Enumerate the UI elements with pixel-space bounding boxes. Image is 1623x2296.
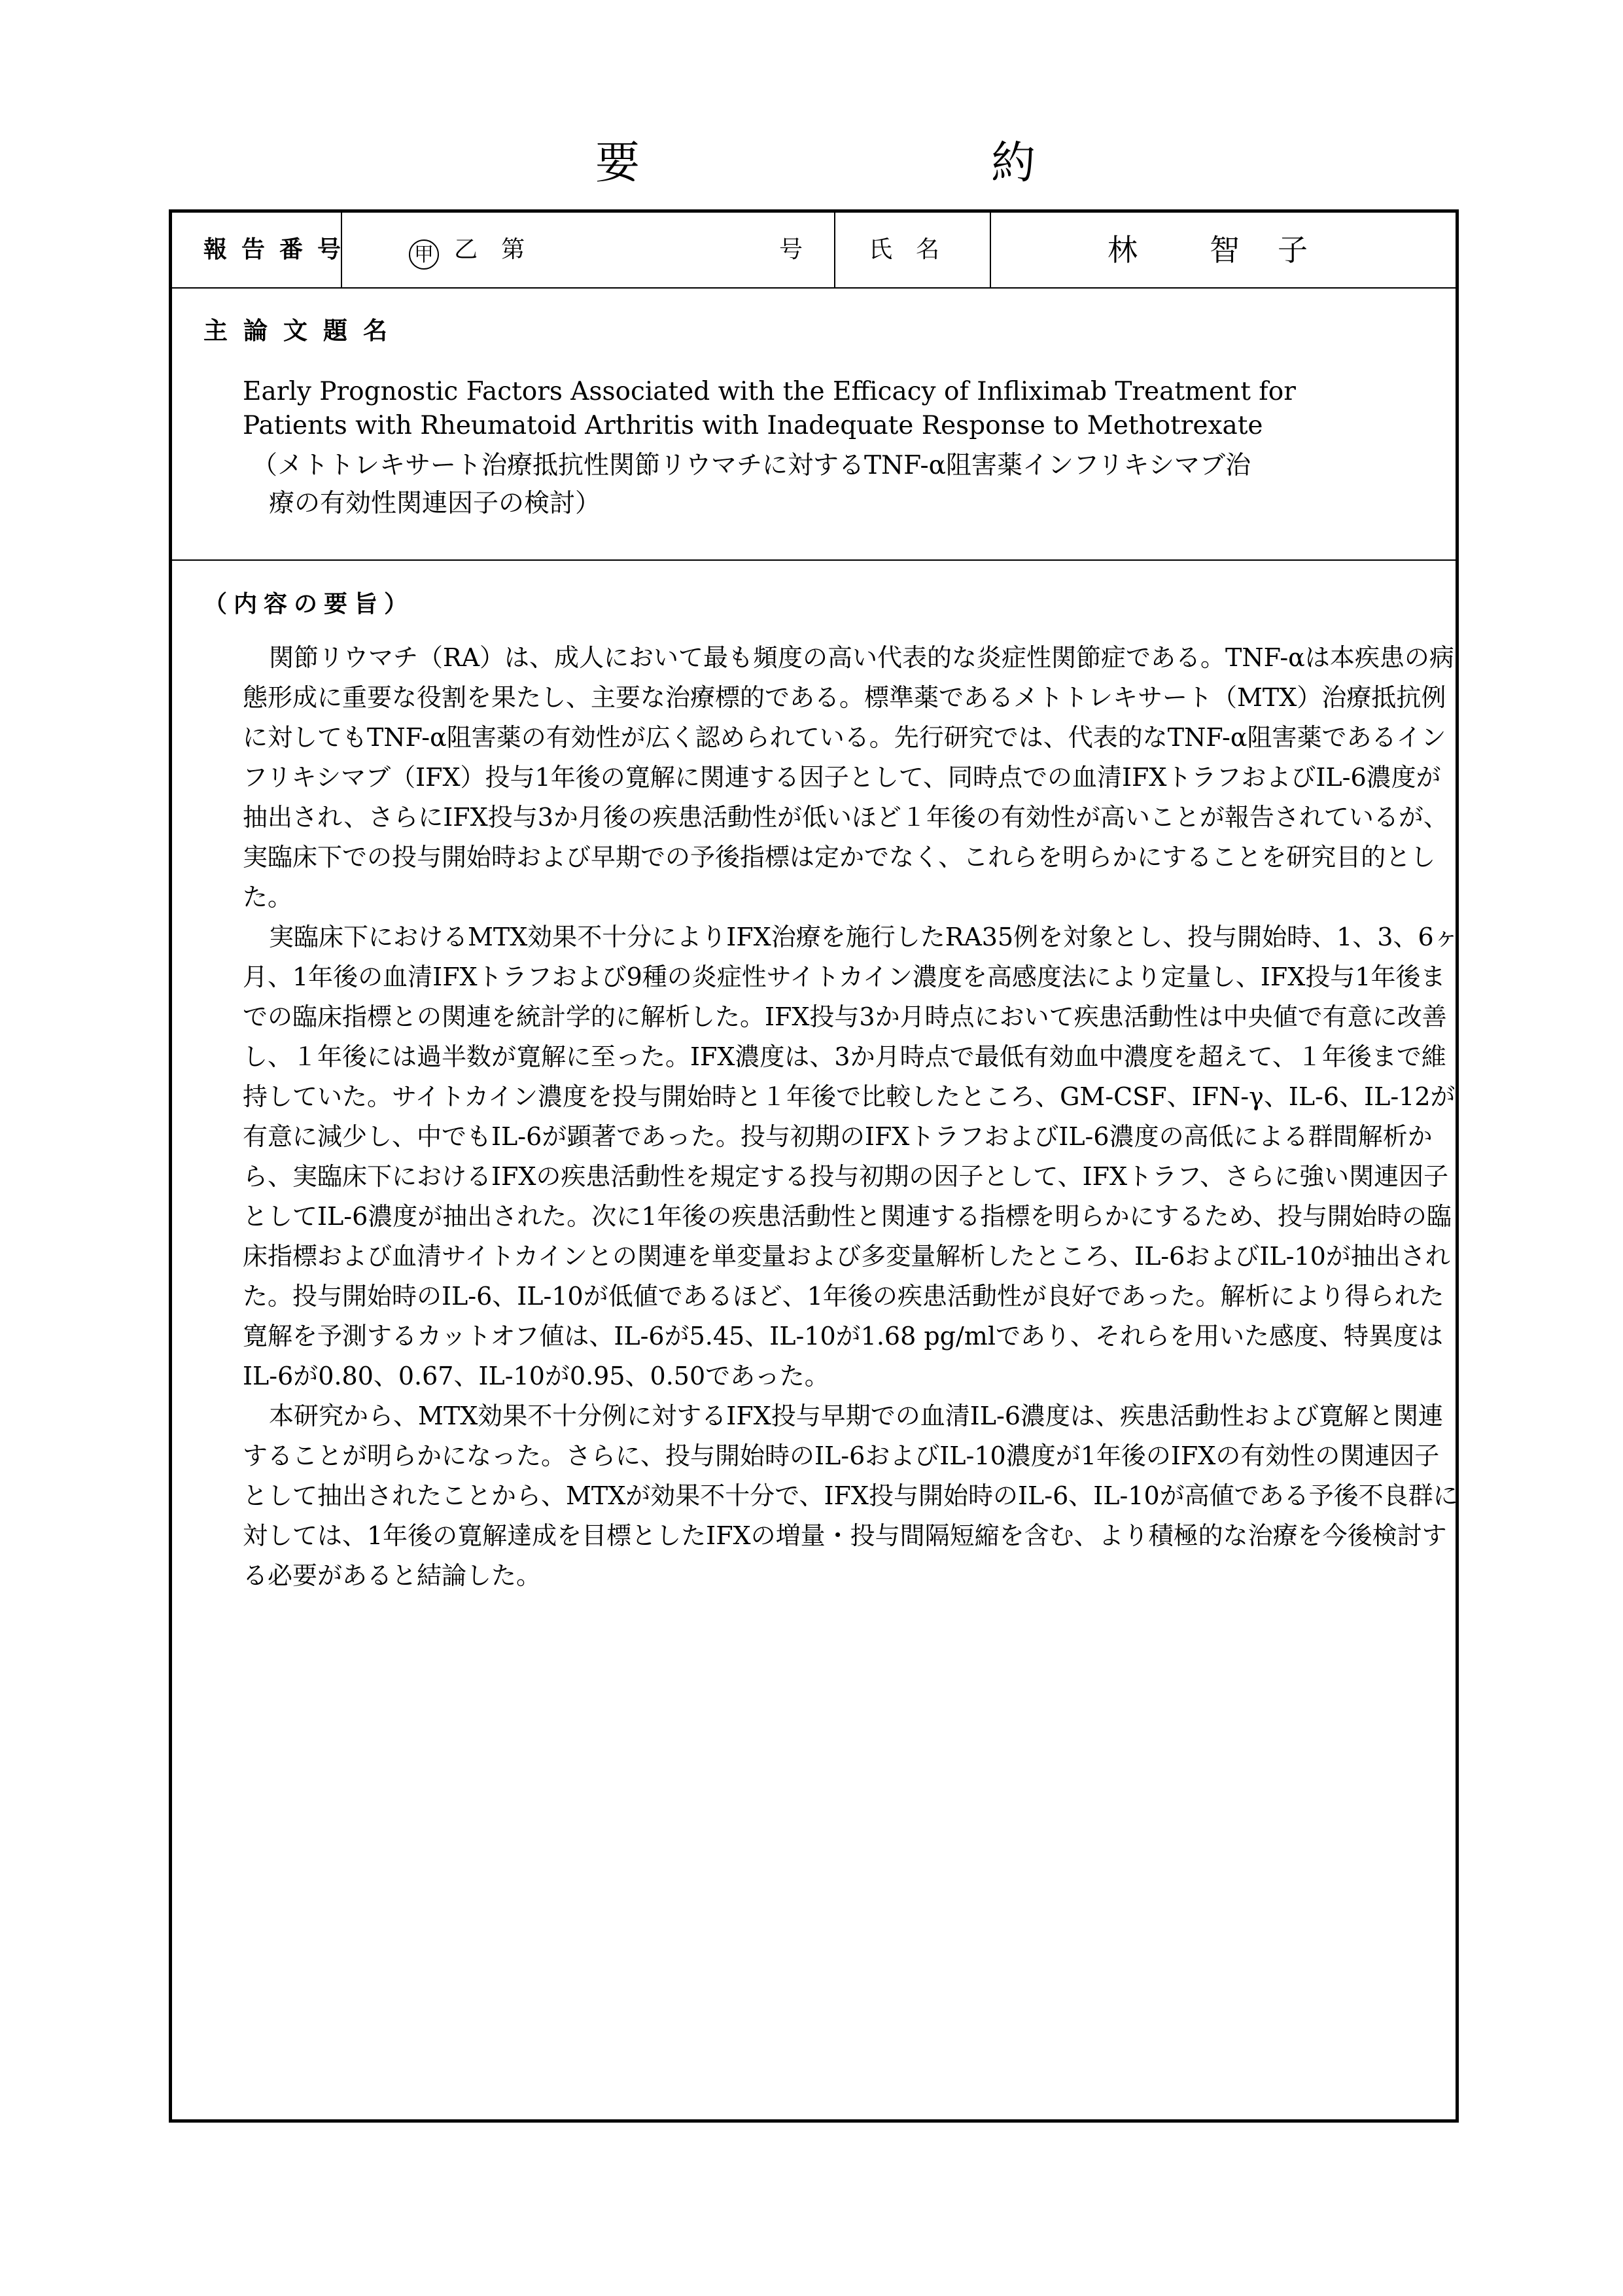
thesis-title-en: Early Prognostic Factors Associated with the Efficacy of Infliximab Treatment for Patients with Rheumatoid Arthritis with Inadequate Response to Methotrexate (243, 377, 1296, 440)
thesis-title-label: 主論文題名 (203, 317, 403, 345)
gou-label: 号 (779, 236, 803, 263)
divider (341, 213, 342, 287)
divider (172, 287, 1456, 289)
kou-circle-mark: 甲 (409, 239, 439, 270)
title-char-1: 要 (595, 137, 640, 189)
divider (834, 213, 835, 287)
divider (990, 213, 991, 287)
name-value: 林 智 子 (1108, 232, 1312, 268)
summary-body (243, 638, 1459, 1596)
summary-paragraph-1: 関節リウマチ（RA）は、成人において最も頻度の高い代表的な炎症性関節症である。TNF-αは本疾患の病態形成に重要な役割を果たし、主要な治療標的である。標準薬であるメトトレキサート（MTX）治療抵抗例に対してもTNF-α阻害薬の有効性が広く認められている。先行研究では、代表的なTNF-α阻害薬であるインフリキシマブ（IFX）投与1年後の寛解に関連する因子として、同時点での血清IFXトラフおよびIL-6濃度が抽出され、さらにIFX投与3か月後の疾患活動性が低いほど１年後の有効性が高いことが報告されているが、実臨床下での投与開始時および早期での予後指標は定かでなく、これらを明らかにすることを研究目的とした。 (243, 643, 1454, 911)
otsu-dai-label: 乙 第 (454, 236, 525, 263)
thesis-title-ja-line-2: 療の有効性関連因子の検討） (269, 489, 601, 518)
report-number-label: 報告番号 (203, 236, 356, 263)
divider (172, 559, 1456, 561)
summary-label: （内容の要旨） (203, 591, 415, 618)
title-char-2: 約 (991, 137, 1036, 189)
page-title (0, 134, 1623, 193)
summary-paragraph-2: 実臨床下におけるMTX効果不十分によりIFX治療を施行したRA35例を対象とし、投与開始時、1、3、6ヶ月、1年後の血清IFXトラフおよび9種の炎症性サイトカイン濃度を高感度法により定量し、IFX投与1年後までの臨床指標との関連を統計学的に解析した。IFX投与3か月時点において疾患活動性は中央値で有意に改善し、１年後には過半数が寛解に至った。IFX濃度は、3か月時点で最低有効血中濃度を超えて、１年後まで維持していた。サイトカイン濃度を投与開始時と１年後で比較したところ、GM-CSF、IFN-γ、IL-6、IL-12が有意に減少し、中でもIL-6が顕著であった。投与初期のIFXトラフおよびIL-6濃度の高低による群間解析から、実臨床下におけるIFXの疾患活動性を規定する投与初期の因子として、IFXトラフ、さらに強い関連因子としてIL-6濃度が抽出された。次に1年後の疾患活動性と関連する指標を明らかにするため、投与開始時の臨床指標および血清サイトカインとの関連を単変量および多変量解析したところ、IL-6およびIL-10が抽出された。投与開始時のIL-6、IL-10が低値であるほど、1年後の疾患活動性が良好であった。解析により得られた寛解を予測するカットオフ値は、IL-6が5.45、IL-10が1.68 pg/mlであり、それらを用いた感度、特異度はIL-6が0.80、0.67、IL-10が0.95、0.50であった。 (243, 923, 1459, 1390)
summary-paragraph-3: 本研究から、MTX効果不十分例に対するIFX投与早期での血清IL-6濃度は、疾患活動性および寛解と関連することが明らかになった。さらに、投与開始時のIL-6およびIL-10濃度が1年後のIFXの有効性の関連因子として抽出されたことから、MTXが効果不十分で、IFX投与開始時のIL-6、IL-10が高値である予後不良群に対しては、1年後の寛解達成を目標としたIFXの増量・投与間隔短縮を含む、より積極的な治療を今後検討する必要があると結論した。 (243, 1402, 1458, 1590)
thesis-title-ja-line-1: （メトトレキサート治療抵抗性関節リウマチに対するTNF-α阻害薬インフリキシマブ治 (252, 451, 1251, 480)
report-number-field (409, 213, 525, 287)
summary-form (169, 209, 1459, 2123)
name-label: 氏 名 (869, 236, 940, 263)
thesis-title-ja (243, 447, 1420, 523)
